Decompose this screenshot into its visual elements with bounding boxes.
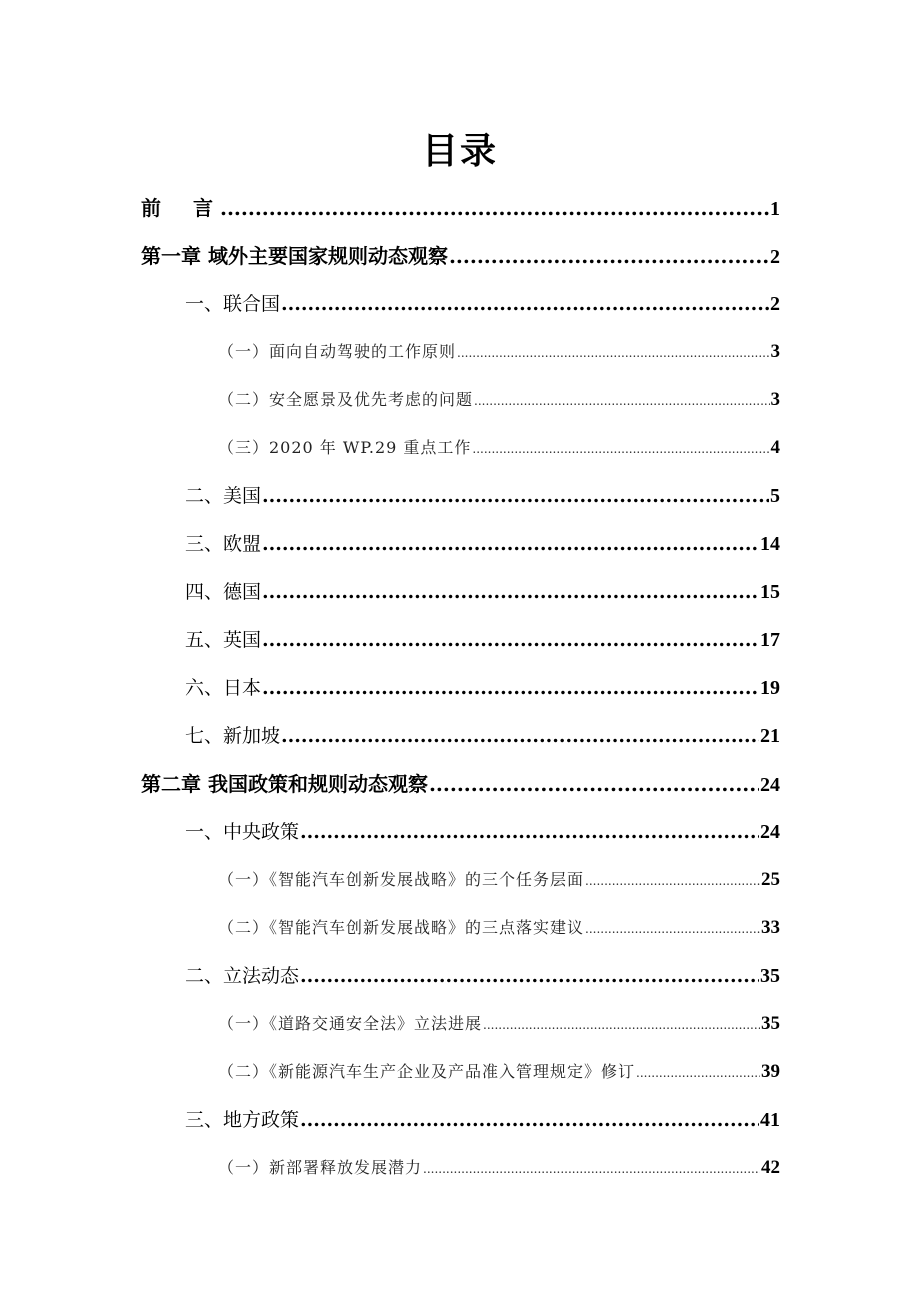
toc-entry-chapter-1[interactable] bbox=[141, 238, 780, 274]
dot-leader bbox=[636, 1055, 760, 1090]
toc-entry-section[interactable] bbox=[185, 718, 780, 754]
toc-entry-subsection[interactable] bbox=[218, 910, 780, 946]
dot-leader bbox=[457, 335, 769, 370]
toc-entry-section[interactable] bbox=[185, 958, 780, 994]
dot-leader bbox=[483, 1007, 760, 1042]
dot-leader bbox=[474, 383, 769, 418]
toc-entry-label: 二、立法动态 bbox=[185, 965, 300, 987]
toc-entry-label: 一、联合国 bbox=[185, 293, 281, 315]
toc-entry-section[interactable] bbox=[185, 478, 780, 514]
toc-entry-label: （二）安全愿景及优先考虑的问题 bbox=[218, 390, 474, 409]
toc-entry-label: 六、日本 bbox=[185, 677, 262, 699]
toc-entry-subsection[interactable] bbox=[218, 1006, 780, 1042]
toc-page-number: 35 bbox=[761, 1013, 780, 1034]
page-title: 目录 bbox=[421, 130, 498, 172]
toc-entry-label: 一、中央政策 bbox=[185, 821, 300, 843]
toc-page-number: 14 bbox=[760, 533, 780, 555]
toc-entry-label: （二）《新能源汽车生产企业及产品准入管理规定》修订 bbox=[218, 1062, 636, 1081]
dot-leader bbox=[300, 958, 759, 994]
dot-leader bbox=[281, 718, 759, 754]
toc-entry-label: 第二章 我国政策和规则动态观察 bbox=[141, 772, 428, 796]
toc-entry-label: （三）2020 年 WP.29 重点工作 bbox=[218, 438, 472, 457]
toc-entry-label: 三、地方政策 bbox=[185, 1109, 300, 1131]
dot-leader bbox=[262, 622, 759, 658]
toc-entry-preface[interactable] bbox=[141, 190, 780, 226]
dot-leader bbox=[262, 478, 769, 514]
toc-entry-subsection[interactable] bbox=[218, 1150, 780, 1186]
dot-leader bbox=[429, 766, 759, 802]
dot-leader bbox=[300, 1102, 759, 1138]
toc-page-number: 42 bbox=[761, 1157, 780, 1178]
toc-page-number: 2 bbox=[770, 293, 780, 315]
toc-entry-label: （一）《道路交通安全法》立法进展 bbox=[218, 1014, 483, 1033]
toc-page-number: 24 bbox=[760, 774, 780, 796]
toc-entry-subsection[interactable] bbox=[218, 382, 780, 418]
toc-page-number: 2 bbox=[770, 246, 780, 268]
toc-page-number: 3 bbox=[770, 341, 780, 362]
toc-entry-label: 前 言 bbox=[141, 196, 219, 220]
dot-leader bbox=[281, 286, 769, 322]
toc-entry-label: 第一章 域外主要国家规则动态观察 bbox=[141, 244, 448, 268]
toc-page-number: 17 bbox=[760, 629, 780, 651]
dot-leader bbox=[262, 526, 759, 562]
dot-leader bbox=[585, 911, 760, 946]
toc-entry-label: （一）面向自动驾驶的工作原则 bbox=[218, 342, 457, 361]
toc-entry-subsection[interactable] bbox=[218, 430, 780, 466]
toc-entry-section[interactable] bbox=[185, 670, 780, 706]
toc-entry-label: 二、美国 bbox=[185, 485, 262, 507]
toc-page-number: 3 bbox=[770, 389, 780, 410]
toc-entry-label: 七、新加坡 bbox=[185, 725, 281, 747]
dot-leader bbox=[472, 431, 769, 466]
toc-page-number: 33 bbox=[761, 917, 780, 938]
toc-entry-label: 五、英国 bbox=[185, 629, 262, 651]
toc-entry-section[interactable] bbox=[185, 622, 780, 658]
toc-entry-section[interactable] bbox=[185, 526, 780, 562]
dot-leader bbox=[262, 670, 759, 706]
toc-page-number: 41 bbox=[760, 1109, 780, 1131]
toc-entry-section[interactable] bbox=[185, 1102, 780, 1138]
toc-page-number: 35 bbox=[760, 965, 780, 987]
toc-entry-label: （一）《智能汽车创新发展战略》的三个任务层面 bbox=[218, 870, 585, 889]
dot-leader bbox=[449, 238, 769, 274]
toc-page-number: 21 bbox=[760, 725, 780, 747]
dot-leader bbox=[220, 190, 769, 226]
toc-page-number: 5 bbox=[770, 485, 780, 507]
toc-entry-section[interactable] bbox=[185, 574, 780, 610]
toc-entry-label: （二）《智能汽车创新发展战略》的三点落实建议 bbox=[218, 918, 585, 937]
dot-leader bbox=[423, 1151, 760, 1186]
toc-entry-label: 三、欧盟 bbox=[185, 533, 262, 555]
toc-entry-subsection[interactable] bbox=[218, 862, 780, 898]
toc-entry-label: （一）新部署释放发展潜力 bbox=[218, 1158, 423, 1177]
toc-page-number: 19 bbox=[760, 677, 780, 699]
dot-leader bbox=[585, 863, 760, 898]
toc-entry-chapter-2[interactable] bbox=[141, 766, 780, 802]
toc-page-number: 24 bbox=[760, 821, 780, 843]
toc-entry-section[interactable] bbox=[185, 286, 780, 322]
toc-page-number: 39 bbox=[761, 1061, 780, 1082]
toc-entry-label: 四、德国 bbox=[185, 581, 262, 603]
toc-page-number: 1 bbox=[770, 198, 780, 220]
toc-page-number: 15 bbox=[760, 581, 780, 603]
toc-page-number: 25 bbox=[761, 869, 780, 890]
toc-entry-subsection[interactable] bbox=[218, 1054, 780, 1090]
toc-entry-section[interactable] bbox=[185, 814, 780, 850]
toc-page-number: 4 bbox=[770, 437, 780, 458]
toc-entry-subsection[interactable] bbox=[218, 334, 780, 370]
dot-leader bbox=[300, 814, 759, 850]
dot-leader bbox=[262, 574, 759, 610]
